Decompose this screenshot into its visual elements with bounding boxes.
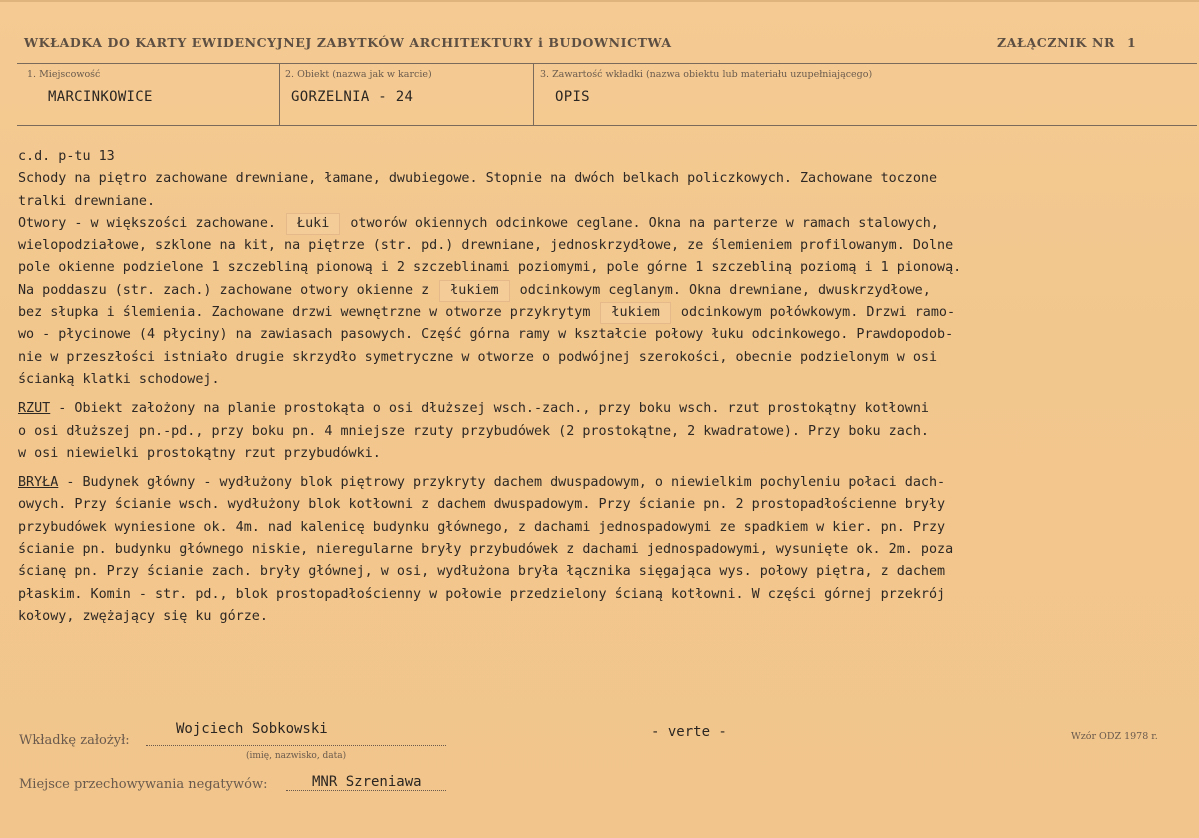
- negatives-label: Miejsce przechowywania negatywów:: [19, 777, 268, 792]
- bryla-line-7: kołowy, zwężający się ku górze.: [18, 608, 268, 624]
- bryla-heading: BRYŁA: [18, 475, 59, 491]
- field-label-miejscowosc: 1. Miejscowość: [27, 69, 101, 80]
- bryla-line-2: owych. Przy ścianie wsch. wydłużony blok kotłowni z dachem dwuspadowym. Przy ścianie pn. 2 prostopadłościenne bryły: [18, 497, 946, 513]
- header-divider-1: [279, 63, 280, 125]
- field-value-miejscowosc: MARCINKOWICE: [48, 89, 153, 105]
- openings-line-1: [18, 213, 1193, 235]
- card-top-edge: [0, 0, 1199, 2]
- form-template-note: Wzór ODZ 1978 r.: [1071, 731, 1158, 742]
- verte-note: - verte -: [651, 724, 727, 740]
- negatives-dotted-line: [286, 790, 446, 791]
- openings-line-7: nie w przeszłości istniało drugie skrzydło symetryczne w otworze o podwójnej szerokości, obecnie podzielonym w osi: [18, 349, 938, 365]
- continuation-note: c.d. p-tu 13: [18, 149, 115, 164]
- form-title: WKŁADKA DO KARTY EWIDENCYJNEJ ZABYTKÓW ARCHITEKTURY i BUDOWNICTWA: [24, 35, 672, 50]
- bryla-line-5: ścianę pn. Przy ścianie zach. bryły głównej, w osi, wydłużona bryła łącznika sięgająca wys. połowy piętra, z dachem: [18, 564, 946, 580]
- paragraph-gap: [18, 391, 1193, 398]
- openings-line-2: wielopodziałowe, szklone na kit, na piętrze (str. pd.) drewniane, jednoskrzydłowe, ze ślemieniem profilowanym. Dolne: [18, 238, 954, 254]
- stairs-line-1: Schody na piętro zachowane drewniane, łamane, dwubiegowe. Stopnie na dwóch belkach policzkowych. Zachowane toczone: [18, 171, 938, 187]
- rzut-line-2: o osi dłuższej pn.-pd., przy boku pn. 4 mniejsze rzuty przybudówek (2 prostokątne, 2 kwadratowe). Przy boku zach.: [18, 423, 929, 439]
- stairs-line-2: tralki drewniane.: [18, 193, 156, 209]
- attachment-number: [997, 35, 1136, 50]
- bryla-line-1: [18, 472, 1193, 494]
- author-label: Wkładkę założył:: [19, 733, 130, 748]
- openings-line-4-c: odcinkowym ceglanym. Okna drewniane, dwuskrzydłowe,: [519, 282, 931, 298]
- openings-line-4: [18, 280, 1193, 302]
- paragraph-gap: [18, 465, 1193, 472]
- attachment-label: ZAŁĄCZNIK NR: [997, 35, 1115, 50]
- openings-line-8: ścianką klatki schodowej.: [18, 371, 220, 387]
- field-value-obiekt: GORZELNIA - 24: [291, 89, 414, 105]
- rzut-line-3: w osi niewielki prostokątny rzut przybudówki.: [18, 445, 381, 461]
- openings-line-6: wo - płycinowe (4 płyciny) na zawiasach pasowych. Część górna ramy w kształcie połowy łuku odcinkowego. Prawdopodob-: [18, 327, 954, 343]
- openings-line-5-a: bez słupka i ślemienia. Zachowane drzwi wewnętrzne w otworze przykrytym: [18, 305, 591, 321]
- highlight-luki: Łuki: [286, 213, 340, 235]
- field-value-zawartosc: OPIS: [555, 89, 590, 105]
- negatives-value: MNR Szreniawa: [312, 774, 422, 790]
- highlight-lukiem-2: łukiem: [600, 302, 670, 324]
- bryla-line-3: przybudówek wyniesione ok. 4m. nad kalenicę budynku głównego, z dachami jednospadowymi ze spadkiem w kier. pn. Przy: [18, 519, 946, 535]
- openings-line-3: pole okienne podzielone 1 szczebliną pionową i 2 szczeblinami poziomymi, pole górne 1 szczebliną poziomą i 1 pionową.: [18, 260, 962, 276]
- openings-line-5-c: odcinkowym połówkowym. Drzwi ramo-: [680, 305, 956, 321]
- header-rule-top: [17, 63, 1197, 64]
- openings-line-1-c: otworów okiennych odcinkowe ceglane. Okna na parterze w ramach stalowych,: [350, 215, 939, 231]
- attachment-value: 1: [1126, 35, 1137, 50]
- author-caption: (imię, nazwisko, data): [246, 751, 347, 761]
- field-label-zawartosc: 3. Zawartość wkładki (nazwa obiektu lub materiału uzupełniającego): [540, 69, 873, 80]
- header-divider-2: [533, 63, 534, 125]
- rzut-heading: RZUT: [18, 401, 51, 417]
- bryla-line-6: płaskim. Komin - str. pd., blok prostopadłościenny w połowie przedzielony ścianą kotłowni. W części górnej przekrój: [18, 586, 946, 602]
- rzut-line-1-text: - Obiekt założony na planie prostokąta o osi dłuższej wsch.-zach., przy boku wsch. rzut prostokątny kotłowni: [50, 401, 929, 417]
- description-body: [18, 146, 1193, 628]
- field-label-obiekt: 2. Obiekt (nazwa jak w karcie): [285, 69, 432, 80]
- openings-line-5: [18, 302, 1193, 324]
- bryla-line-4: ścianie pn. budynku głównego niskie, nieregularne bryły przybudówek z dachami jednospadowymi, wysunięte ok. 2m. poza: [18, 542, 954, 558]
- highlight-lukiem-1: łukiem: [439, 280, 509, 302]
- openings-line-4-a: Na poddaszu (str. zach.) zachowane otwory okienne z: [18, 282, 430, 298]
- rzut-line-1: [18, 398, 1193, 420]
- header-rule-bottom: [17, 125, 1197, 126]
- author-value: Wojciech Sobkowski: [176, 721, 328, 737]
- bryla-line-1-text: - Budynek główny - wydłużony blok piętrowy przykryty dachem dwuspadowym, o niewielkim pochyleniu połaci dach-: [58, 475, 946, 491]
- author-dotted-line: [146, 745, 446, 746]
- openings-line-1-a: Otwory - w większości zachowane.: [18, 215, 276, 231]
